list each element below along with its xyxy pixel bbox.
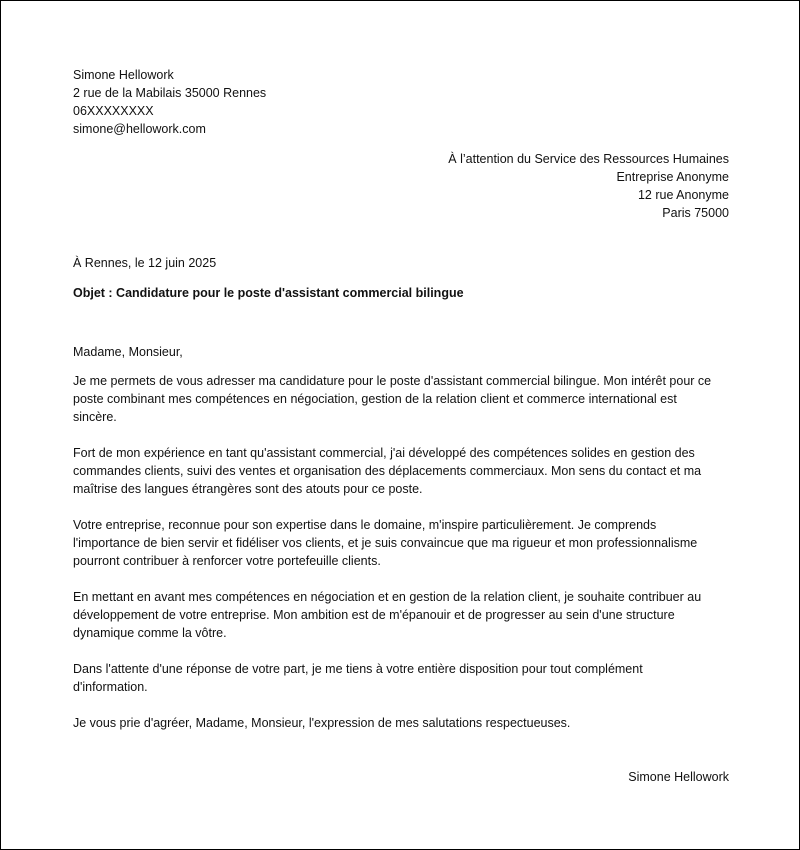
recipient-block	[73, 150, 729, 222]
paragraph-2	[73, 444, 729, 498]
subject-line: Objet : Candidature pour le poste d'assistant commercial bilingue	[73, 286, 464, 300]
paragraph-line: d'information.	[73, 680, 148, 694]
signature: Simone Hellowork	[628, 770, 729, 784]
paragraph-line: Je vous prie d'agréer, Madame, Monsieur, l'expression de mes salutations respectueuses.	[73, 716, 571, 730]
recipient-company: Entreprise Anonyme	[616, 170, 729, 184]
paragraph-3	[73, 516, 729, 570]
paragraph-4	[73, 588, 729, 642]
paragraph-line: maîtrise des langues étrangères sont des atouts pour ce poste.	[73, 482, 423, 496]
sender-address: 2 rue de la Mabilais 35000 Rennes	[73, 86, 267, 100]
closing-paragraph	[73, 714, 729, 732]
paragraph-line: Je me permets de vous adresser ma candidature pour le poste d'assistant commercial bilingue. Mon intérêt pour ce	[73, 374, 712, 388]
paragraph-line: commandes clients, suivi des ventes et organisation des déplacements commerciaux. Mon sens du contact et ma	[73, 464, 702, 478]
paragraph-line: dynamique comme la vôtre.	[73, 626, 227, 640]
recipient-street: 12 rue Anonyme	[637, 188, 729, 202]
paragraph-line: Dans l'attente d'une réponse de votre part, je me tiens à votre entière disposition pour tout complément	[73, 662, 643, 676]
sender-block	[73, 66, 729, 138]
recipient-attention: À l’attention du Service des Ressources Humaines	[448, 152, 729, 166]
paragraph-line: Votre entreprise, reconnue pour son expertise dans le domaine, m'inspire particulièrement. Je comprends	[73, 518, 657, 532]
paragraph-line: poste combinant mes compétences en négociation, gestion de la relation client et commerce international est	[73, 392, 677, 406]
sender-email: simone@hellowork.com	[73, 122, 206, 136]
paragraph-line: développement de votre entreprise. Mon ambition est de m'épanouir et de progresser au sein d'une structure	[73, 608, 675, 622]
paragraph-line: l'importance de bien servir et fidéliser vos clients, et je suis convaincue que ma rigueur et mon professionnalisme	[73, 536, 698, 550]
paragraph-1	[73, 372, 729, 426]
paragraph-line: pourront contribuer à renforcer votre portefeuille clients.	[73, 554, 381, 568]
recipient-city: Paris 75000	[662, 206, 729, 220]
paragraph-line: En mettant en avant mes compétences en négociation et en gestion de la relation client, je souhaite contribuer au	[73, 590, 702, 604]
date-line: À Rennes, le 12 juin 2025	[73, 256, 217, 270]
sender-phone: 06XXXXXXXX	[73, 104, 154, 118]
paragraph-line: Fort de mon expérience en tant qu'assistant commercial, j'ai développé des compétences solides en gestion des	[73, 446, 695, 460]
sender-name: Simone Hellowork	[73, 68, 174, 82]
salutation: Madame, Monsieur,	[73, 345, 183, 359]
paragraph-line: sincère.	[73, 410, 117, 424]
paragraph-5	[73, 660, 729, 696]
